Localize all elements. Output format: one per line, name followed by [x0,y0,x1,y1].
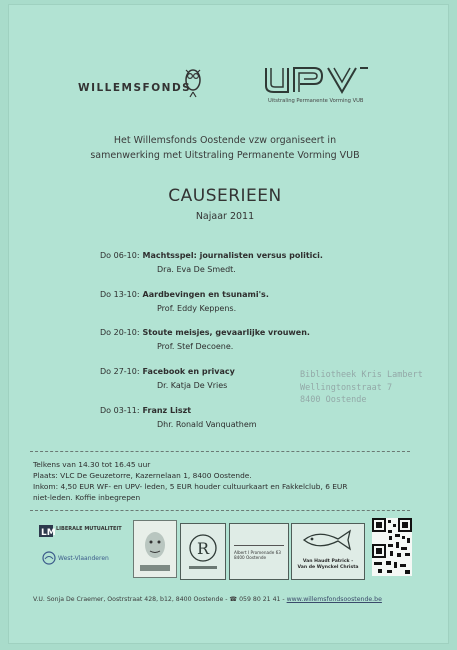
talk-topic: Facebook en privacy [142,367,235,376]
info-price-2: niet-leden. Koffie inbegrepen [33,493,141,502]
stamp-line-1: Bibliotheek Kris Lambert [300,370,423,380]
stamp-line-3: 8400 Oostende [300,395,367,405]
talk-topic: Aardbevingen en tsunami's. [142,290,269,299]
intro-line-2: samenwerking met Uitstraling Permanente Vorming VUB [90,150,360,161]
talk-speaker: Prof. Eddy Keppens. [157,304,237,313]
albert-address: Albert I Promenade 63 [234,550,281,555]
upv-logo [262,64,382,108]
qr-code-icon [372,518,412,576]
upv-caption: Uitstraling Permanente Vorming VUB [268,98,364,104]
talk-date: Do 03-11: [100,406,140,415]
willemsfonds-wordmark: WILLEMSFONDS [78,82,192,94]
talk-speaker: Dra. Eva De Smedt. [157,265,236,274]
practical-info [33,459,413,503]
page-subtitle: Najaar 2011 [195,211,255,222]
qr-code[interactable] [372,518,412,576]
lm-icon [38,523,54,539]
province-icon [42,551,56,565]
westvlaanderen-label: West-Vlaanderen [58,555,109,562]
book-cover-image [133,520,177,578]
page-title: CAUSERIEEN [168,186,282,206]
talk-item [100,288,400,316]
van-haudt-text [295,559,361,571]
info-time: Telkens van 14.30 tot 16.45 uur [33,460,151,469]
footer [33,596,433,603]
talk-item [100,249,400,277]
van-haudt-logo [291,523,365,580]
intro-line-1: Het Willemsfonds Oostende vzw organiseert in [113,135,337,146]
liberale-label: LIBERALE MUTUALITEIT [56,526,122,532]
talk-item [100,404,400,432]
talk-topic: Franz Liszt [142,406,192,415]
albert-city: 8400 Oostende [234,555,267,561]
albert-text [234,530,284,560]
portrait-icon [134,521,176,577]
talk-item [100,326,400,354]
info-price: Inkom: 4,50 EUR WF- en UPV- leden, 5 EUR houder cultuurkaart en Fakkelclub, 6 EUR [33,482,348,491]
library-stamp [300,369,440,407]
footer-publisher: V.U. Sonja De Craemer, Oostrstraat 428, b12, 8400 Oostende - ☎ 059 80 21 41 - [33,596,285,603]
talk-date: Do 06-10: [100,251,140,260]
talk-date: Do 27-10: [100,367,140,376]
website-link[interactable]: www.willemsfondsoostende.be [286,596,382,603]
r-emblem-icon [181,524,225,579]
talk-speaker: Dhr. Ronald Vanquathem [157,420,257,429]
van-haudt-line-1: Van Haudt Patrick - [302,559,354,564]
talk-date: Do 20-10: [100,328,140,337]
van-haudt-line-2: Van de Wynckel Christa [297,565,359,570]
talk-date: Do 13-10: [100,290,140,299]
rinckhout-logo [180,523,226,580]
talk-topic: Machtsspel: journalisten versus politici. [142,251,323,260]
info-place: Plaats: VLC De Geuzetorre, Kazernelaan 1, 8400 Oostende. [33,471,252,480]
divider [30,510,410,511]
svg-text:R: R [197,539,210,558]
liberale-mutualiteit-logo [36,521,126,541]
owl-icon [182,66,204,98]
talk-topic: Stoute meisjes, gevaarlijke vrouwen. [142,328,310,337]
stamp-line-2: Wellingtonstraat 7 [300,382,393,393]
fish-icon [300,527,356,553]
upv-mark-icon [262,64,372,96]
willemsfonds-logo [78,66,228,106]
talk-speaker: Dr. Katja De Vries [157,381,228,390]
divider [30,451,410,452]
svg-text:LM: LM [41,528,56,538]
talk-speaker: Prof. Stef Decoene. [157,342,234,351]
west-vlaanderen-logo [40,548,128,570]
intro-text [60,133,390,163]
albert-logo [229,523,289,580]
